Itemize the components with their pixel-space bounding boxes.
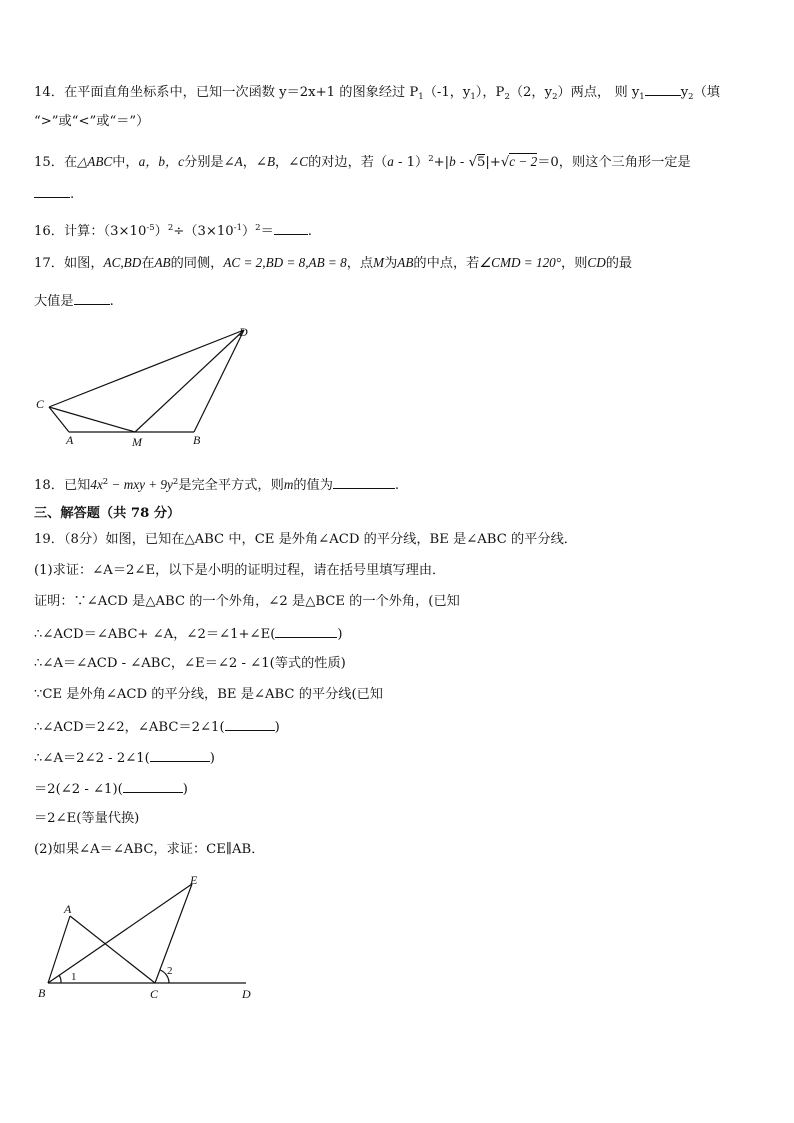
sqrt-5: √5 — [468, 155, 486, 170]
proof-line-6: ∴∠A＝2∠2 - 2∠1( ) — [34, 748, 764, 768]
angle-2-label: 2 — [167, 965, 173, 977]
reason-blank — [123, 779, 183, 793]
question-15: 15．在△ABC中，a，b，c分别是∠A，∠B，∠C的对边，若（a - 1）$^2$+|b - √5|+√c − 2＝0，则这个三角形一定是 — [34, 154, 691, 170]
question-17-line2: 大值是 . — [34, 291, 764, 311]
label-C: C — [150, 987, 159, 1001]
figure-19 — [34, 868, 274, 1008]
proof-line-1: 证明：∵∠ACD 是△ABC 的一个外角，∠2 是△BCE 的一个外角，(已知 — [34, 594, 460, 609]
question-19-intro: 19．（8分）如图，已知在△ABC 中，CE 是外角∠ACD 的平分线，BE 是∠ABC 的平分线． — [34, 532, 577, 547]
question-18: 18．已知$4x^2$ − mxy + $9y^2$是完全平方式，则m的值为 . — [34, 477, 400, 493]
label-A: A — [66, 433, 74, 447]
question-17: 17．如图，AC,BD在AB的同侧，AC = 2,BD = 8,AB = 8，点M为AB的中点，若∠CMD = 120°，则CD的最 — [34, 255, 633, 271]
proof-line-2: ∴∠ACD＝∠ABC+ ∠A，∠2＝∠1+∠E( ) — [34, 624, 764, 644]
label-C: C — [36, 397, 45, 411]
proof-line-3: ∴∠A＝∠ACD - ∠ABC，∠E＝∠2 - ∠1(等式的性质) — [34, 656, 346, 671]
section-heading: 三、解答题（共 78 分） — [34, 506, 181, 521]
proof-line-8: ＝2∠E(等量代换) — [34, 811, 140, 826]
question-19-part1: (1)求证：∠A＝2∠E，以下是小明的证明过程，请在括号里填写理由． — [34, 563, 446, 578]
label-A: A — [64, 902, 72, 916]
label-B: B — [193, 433, 201, 447]
answer-blank — [34, 184, 70, 198]
answer-blank — [645, 82, 681, 96]
proof-line-7: ＝2(∠2 - ∠1)( ) — [34, 779, 764, 799]
question-19-part2: (2)如果∠A＝∠ABC，求证：CE∥AB． — [34, 842, 265, 857]
sqrt-c-minus-2: √c − 2 — [500, 154, 538, 170]
reason-blank — [150, 748, 210, 762]
question-15-line2: . — [34, 184, 764, 204]
answer-blank — [274, 221, 308, 235]
reason-blank — [225, 717, 275, 731]
figure-17 — [34, 320, 264, 450]
proof-line-5: ∴∠ACD＝2∠2，∠ABC＝2∠1( ) — [34, 717, 764, 737]
reason-blank — [275, 624, 337, 638]
question-14: 14．在平面直角坐标系中，已知一次函数 y＝2x+1 的图象经过 $P_1(-1$，$y_1$），$P_2(2$，$y_2$）两点， 则 $y_1$ $y_2$（填 — [34, 82, 764, 106]
answer-blank — [74, 291, 110, 305]
answer-blank — [333, 475, 395, 489]
question-14-line2: “>”或“<”或“＝”） — [34, 114, 150, 129]
label-E: E — [190, 873, 198, 887]
angle-1-label: 1 — [71, 971, 77, 983]
label-D: D — [242, 987, 251, 1001]
label-D: D — [239, 325, 248, 339]
label-M: M — [132, 435, 142, 449]
proof-line-4: ∵CE 是外角∠ACD 的平分线，BE 是∠ABC 的平分线(已知 — [34, 687, 383, 702]
label-B: B — [38, 986, 46, 1000]
question-16: 16．计算：$(3\times 10^{-5})^2\div(3\times 10^{-1})^2=$ . — [34, 223, 312, 239]
